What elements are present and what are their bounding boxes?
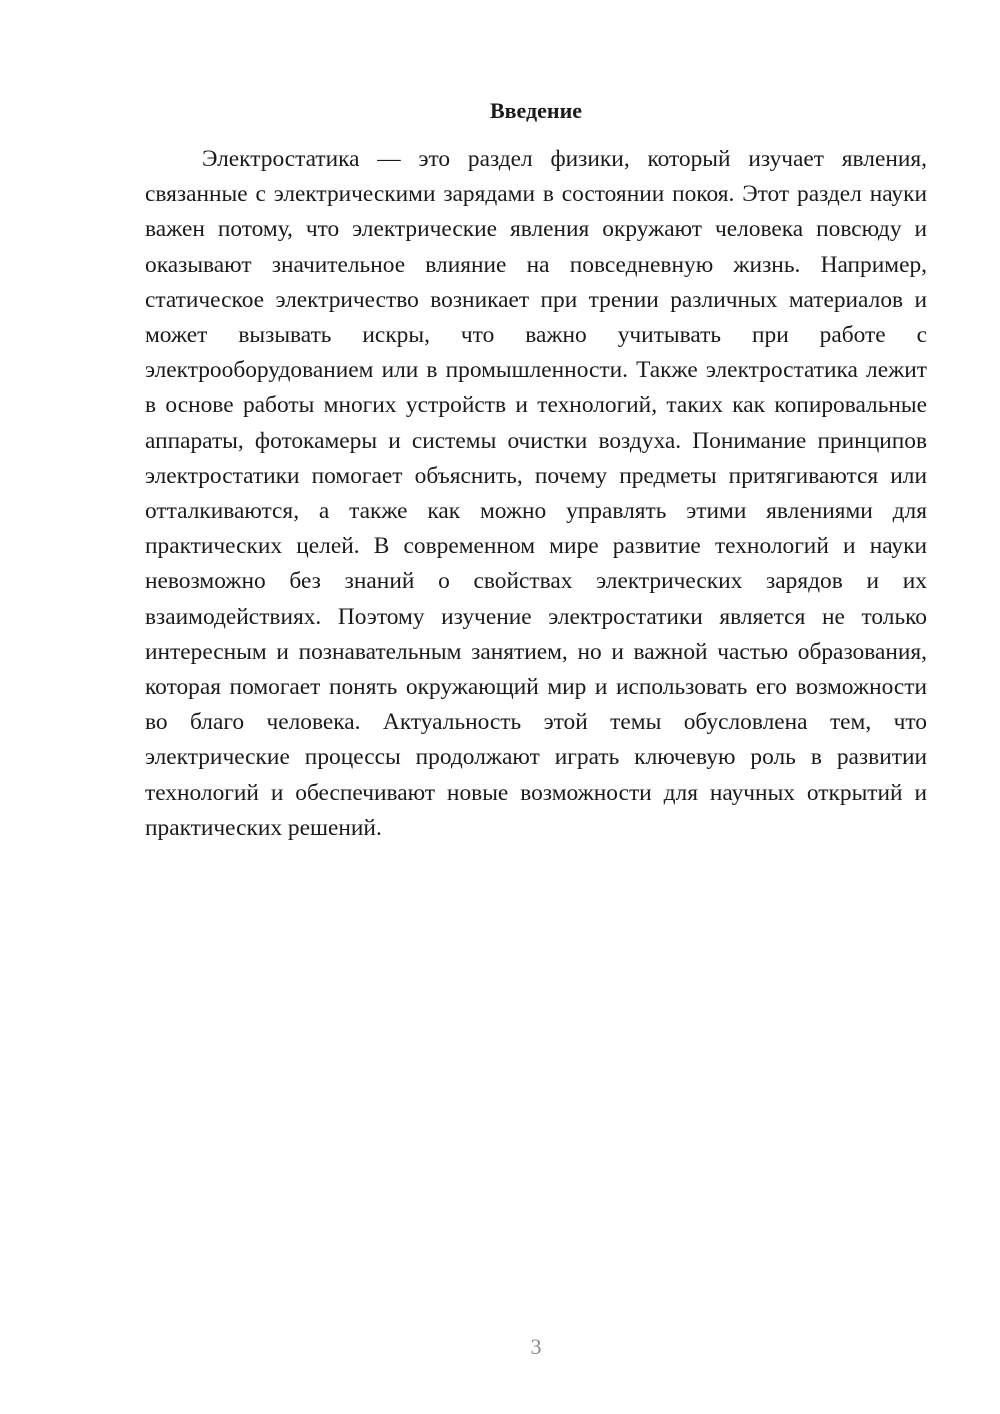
section-heading: Введение: [489, 98, 583, 123]
page-number: 3: [530, 1334, 542, 1359]
body-paragraph: Электростатика — это раздел физики, который изучает явления, связанные с электрическими зарядами в состоянии покоя. Этот раздел науки важен потому, что электрические явления окружают человека повсюду и оказывают значительное влияние на повседневную жизнь. Например, статическое электричество возникает при трении различных материалов и может вызывать искры, что важно учитывать при работе с электрооборудованием или в промышленности. Также электростатика лежит в основе работы многих устройств и технологий, таких как копировальные аппараты, фотокамеры и системы очистки воздуха. Понимание принципов электростатики помогает объяснить, почему предметы притягиваются или отталкиваются, а также как можно управлять этими явлениями для практических целей. В современном мире развитие технологий и науки невозможно без знаний о свойствах электрических зарядов и их взаимодействиях. Поэтому изучение электростатики является не только интересным и познавательным занятием, но и важной частью образования, которая помогает понять окружающий мир и использовать его возможности во благо человека. Актуальность этой темы обусловлена тем, что электрические процессы продолжают играть ключевую роль в развитии технологий и обеспечивают новые возможности для научных открытий и практических решений.: [145, 146, 927, 841]
